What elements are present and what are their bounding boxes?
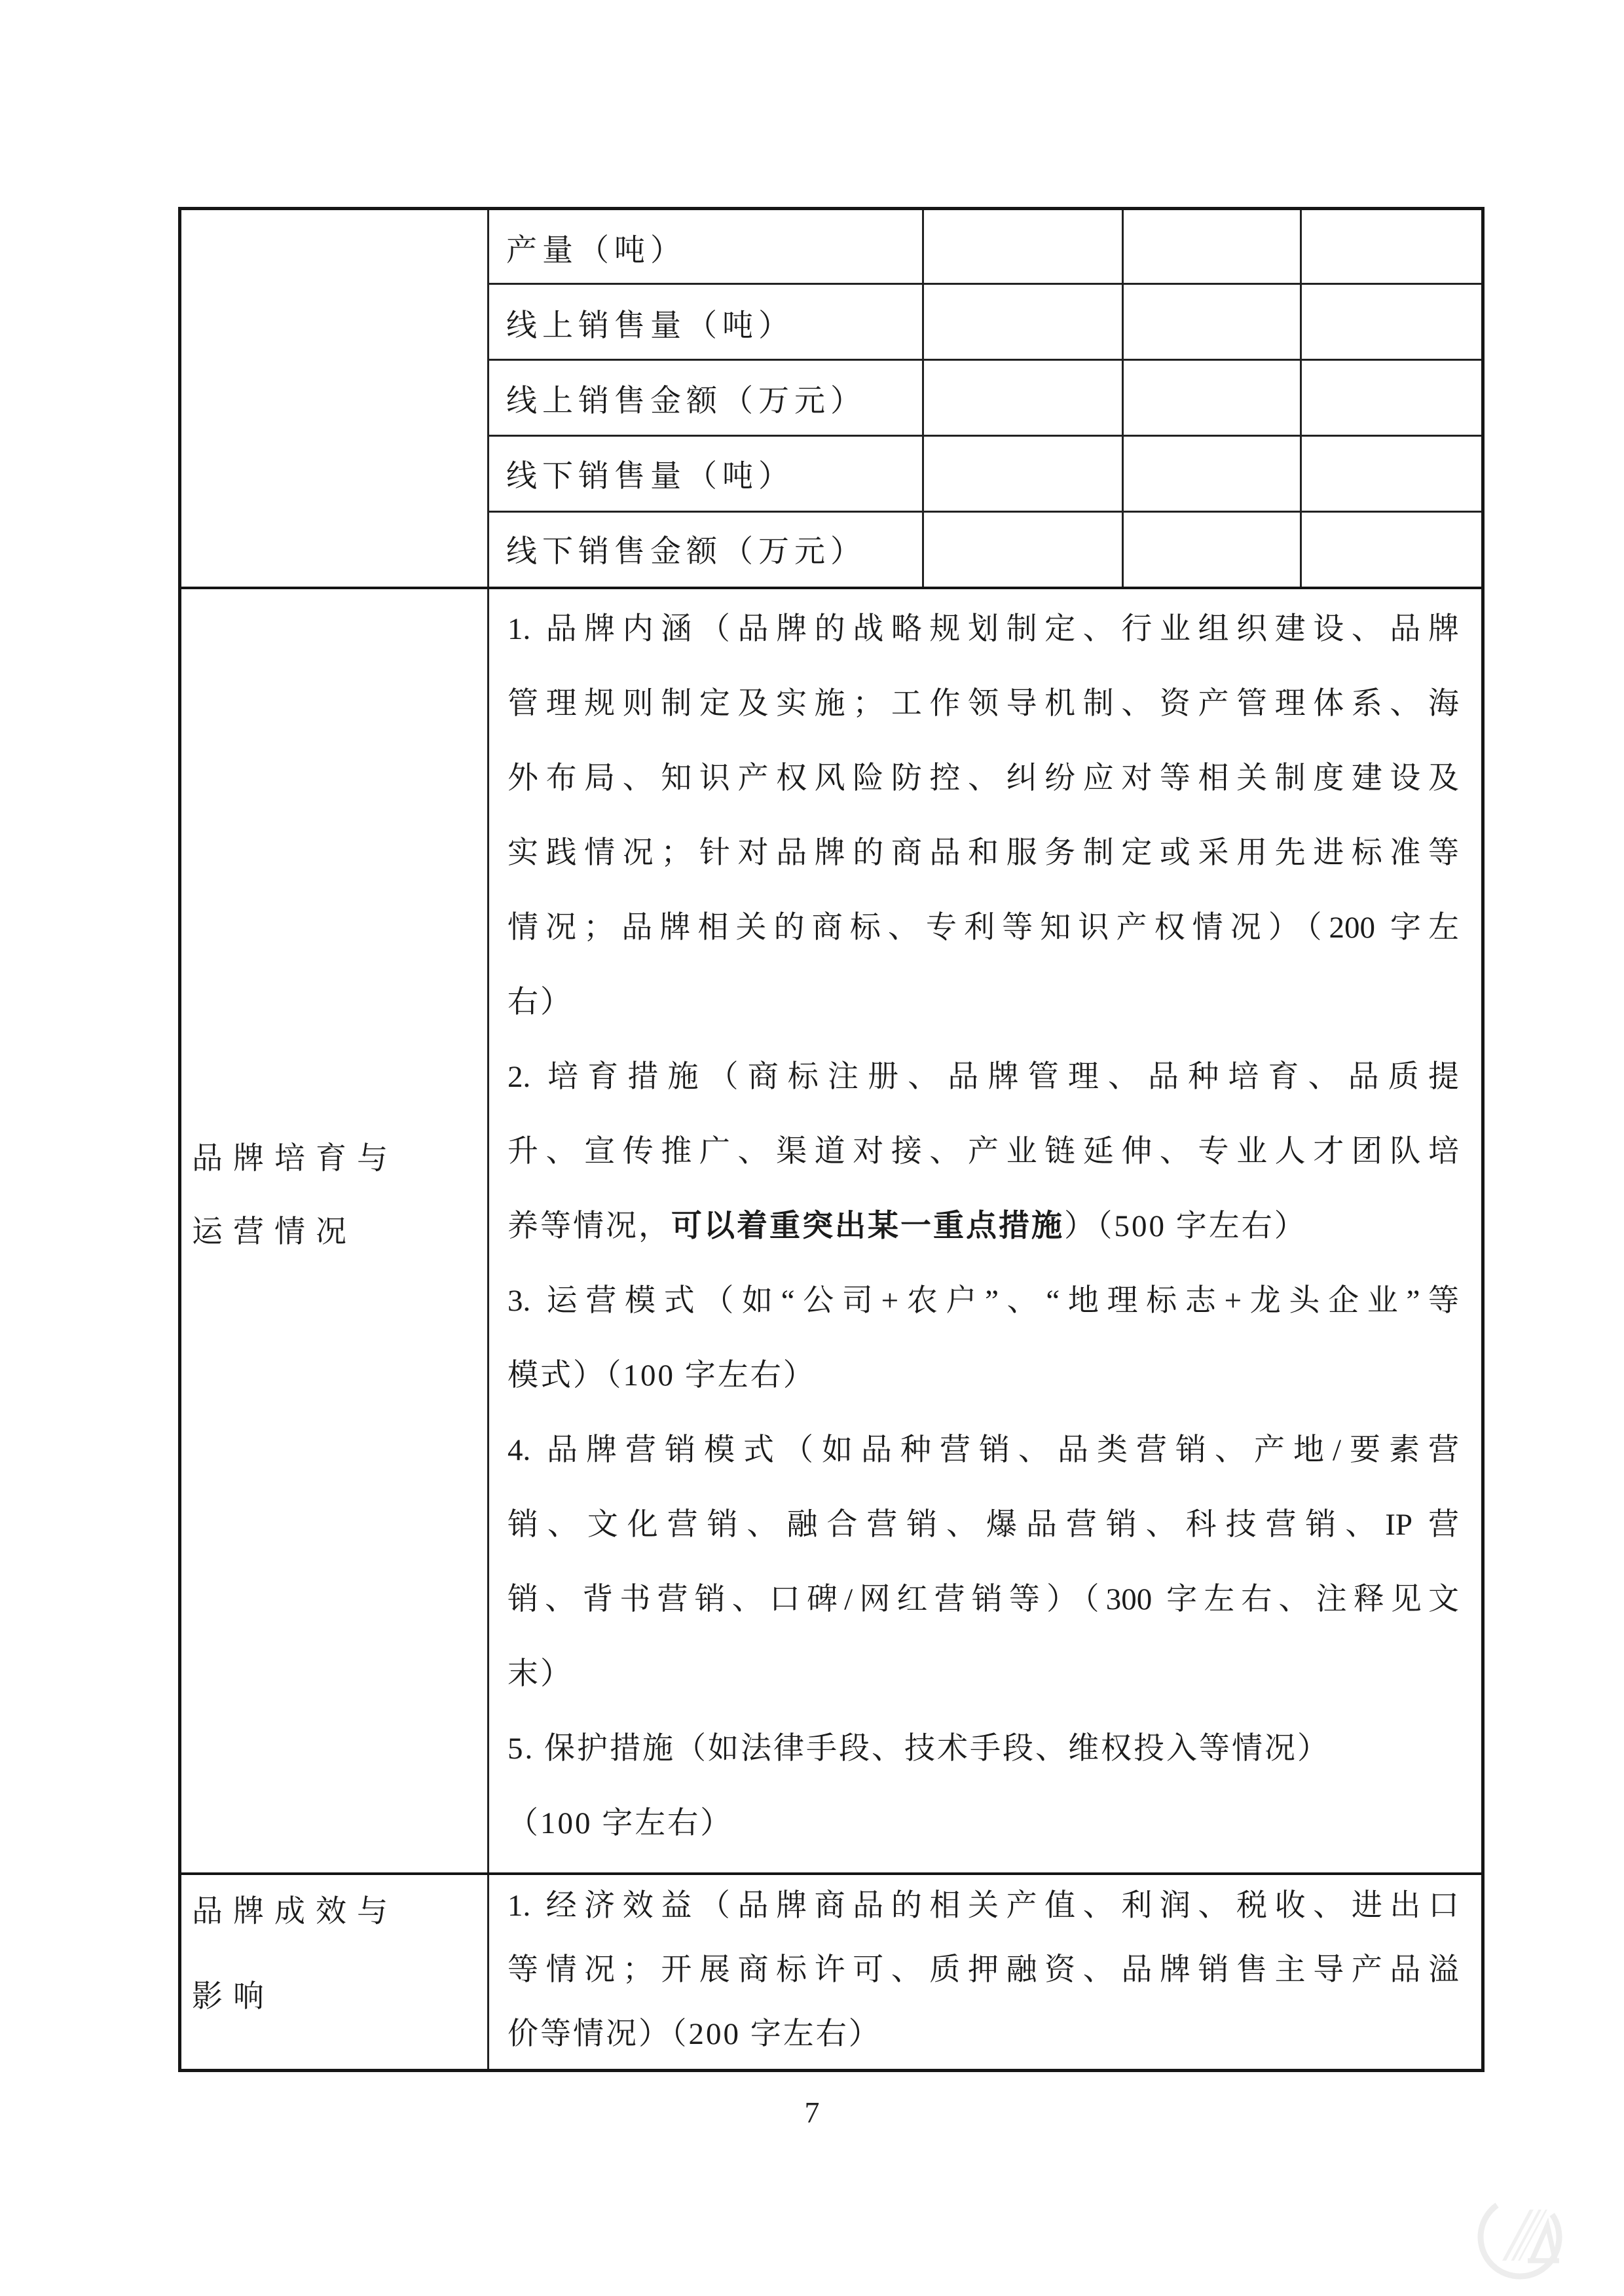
- section-body-line: （100 字左右）: [507, 1806, 733, 1840]
- section-title-brand-effect-and-influence: [181, 1872, 487, 2069]
- section-body-brand-cultivation-and-operation: [489, 587, 1481, 1872]
- metric-row: [489, 285, 1481, 361]
- metric-row: [489, 361, 1481, 436]
- section-body-line: 2. 培育措施（商标注册、品牌管理、品种培育、品质提: [507, 1060, 1459, 1094]
- section-body-line: 右）: [507, 985, 573, 1019]
- page-number: 7: [804, 2096, 820, 2129]
- brand-application-form-table: [178, 207, 1485, 2072]
- metric-row: [489, 436, 1481, 511]
- section-body-line: 升、宣传推广、渠道对接、产业链延伸、专业人才团队培: [507, 1135, 1459, 1169]
- metric-row: [489, 210, 1481, 285]
- section-body-line: 1. 经济效益（品牌商品的相关产值、利润、税收、进出口: [507, 1889, 1459, 1923]
- section-body-line: 模式）（100 字左右）: [507, 1358, 816, 1393]
- section-body-line: 销、文化营销、融合营销、爆品营销、科技营销、IP 营: [507, 1508, 1459, 1542]
- section-title-line: 影响: [192, 1980, 274, 2014]
- section-body-line: 1. 品牌内涵（品牌的战略规划制定、行业组织建设、品牌: [507, 612, 1459, 646]
- section-body-brand-effect-and-influence: [489, 1872, 1481, 2069]
- metric-row-label: 线上销售金额（万元）: [506, 384, 866, 418]
- section-title-line: 运营情况: [192, 1215, 357, 1249]
- metric-row-label: 线下销售金额（万元）: [506, 535, 866, 569]
- section-title-brand-cultivation-and-operation: [181, 587, 487, 1872]
- section-body-line: 价等情况）（200 字左右）: [507, 2017, 881, 2051]
- metric-row-label: 线上销售量（吨）: [506, 309, 794, 343]
- section-body-line: 末）: [507, 1657, 573, 1691]
- section-body-line: 3. 运营模式（如“公司+农户”、“地理标志+龙头企业”等: [507, 1284, 1459, 1318]
- section-body-line: 管理规则制定及实施；工作领导机制、资产管理体系、海: [507, 687, 1459, 721]
- section-body-line: 4. 品牌营销模式（如品种营销、品类营销、产地/要素营: [507, 1433, 1459, 1467]
- section-body-line: 实践情况；针对品牌的商品和服务制定或采用先进标准等: [507, 836, 1459, 870]
- section-title-line: 品牌培育与: [192, 1142, 398, 1176]
- section-body-line: 销、背书营销、口碑/网红营销等）（300 字左右、注释见文: [507, 1582, 1459, 1616]
- section-title-line: 品牌成效与: [192, 1895, 398, 1929]
- metric-row-label: 线下销售量（吨）: [506, 460, 794, 494]
- section-body-line: 5. 保护措施（如法律手段、技术手段、维权投入等情况）: [507, 1732, 1330, 1766]
- section-body-line: 情况；品牌相关的商标、专利等知识产权情况）（200 字左: [507, 911, 1459, 945]
- section-body-line: 外布局、知识产权风险防控、纠纷应对等相关制度建设及: [507, 761, 1459, 795]
- metric-row-label: 产量（吨）: [506, 234, 686, 268]
- metric-row: [489, 511, 1481, 587]
- faint-circle-logo-watermark-icon: [1475, 2188, 1573, 2286]
- section-body-line: 养等情况，可以着重突出某一重点措施）（500 字左右）: [507, 1209, 1307, 1243]
- section-body-line: 等情况；开展商标许可、质押融资、品牌销售主导产品溢: [507, 1953, 1459, 1987]
- metric-rows: [489, 210, 1481, 587]
